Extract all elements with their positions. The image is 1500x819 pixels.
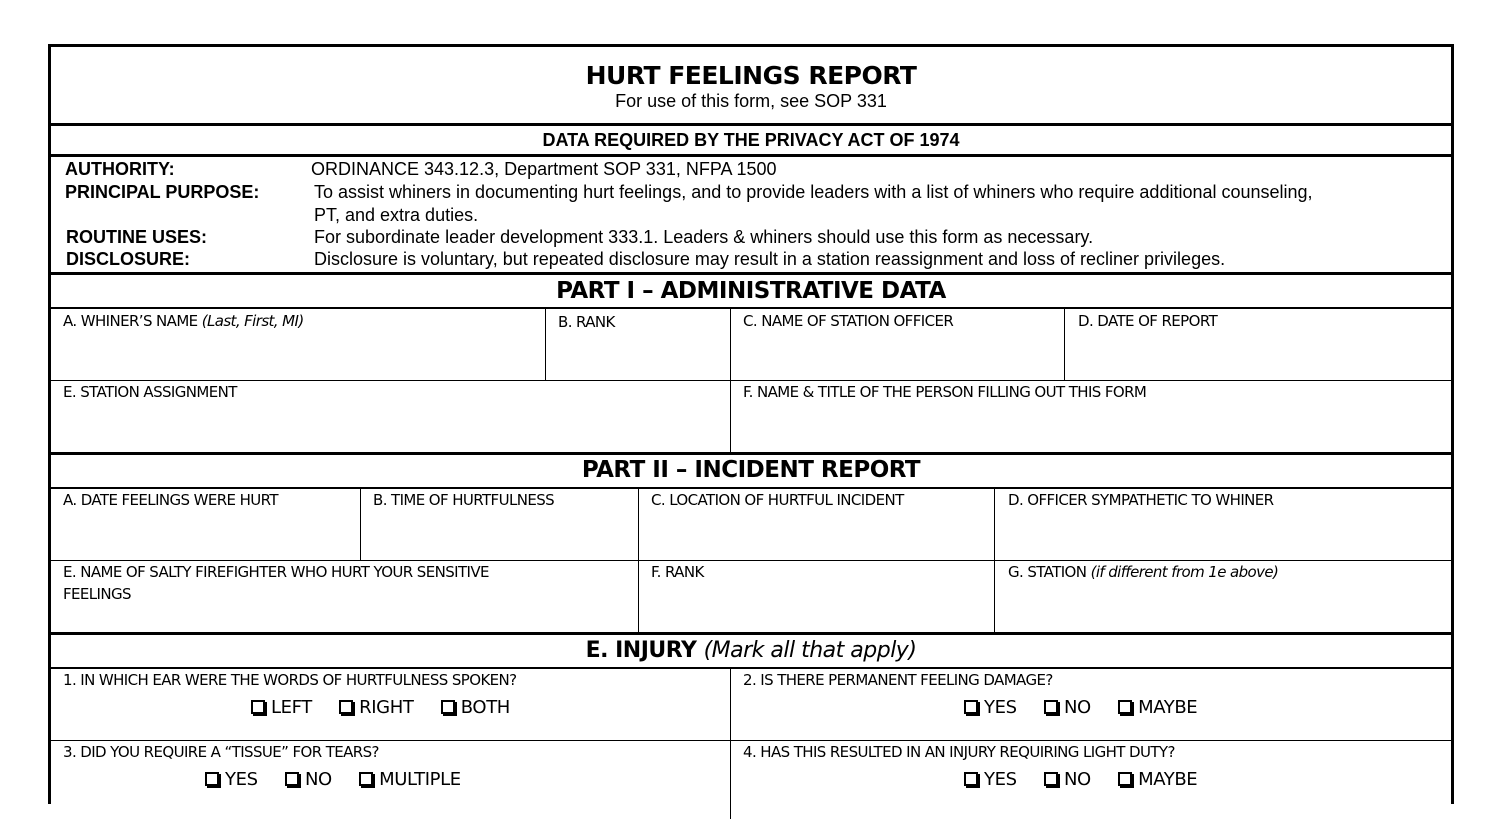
- purpose-label: PRINCIPAL PURPOSE:: [65, 182, 260, 202]
- option-yes[interactable]: [964, 769, 1017, 790]
- option-label: YES: [225, 769, 258, 790]
- divider: [51, 632, 1451, 635]
- question-3: 3. DID YOU REQUIRE A “TISSUE” FOR TEARS?: [63, 743, 379, 761]
- option-label: YES: [984, 697, 1017, 718]
- question-3-options: [205, 769, 483, 790]
- field-time-of-hurtfulness[interactable]: B. TIME OF HURTFULNESS: [373, 491, 555, 509]
- cell-divider: [545, 309, 546, 381]
- field-label: G. STATION: [1008, 563, 1091, 581]
- authority-text: ORDINANCE 343.12.3, Department SOP 331, NFPA 1500: [311, 159, 777, 179]
- purpose-text: To assist whiners in documenting hurt feelings, and to provide leaders with a list of whiners who require additional counseling,: [314, 182, 1313, 202]
- cell-divider: [1064, 309, 1065, 381]
- option-maybe[interactable]: [1118, 769, 1197, 790]
- field-salty-rank[interactable]: F. RANK: [651, 563, 704, 581]
- question-2: 2. IS THERE PERMANENT FEELING DAMAGE?: [743, 671, 1053, 689]
- checkbox[interactable]: [1044, 700, 1058, 714]
- option-label: BOTH: [460, 697, 510, 718]
- form-title: HURT FEELINGS REPORT: [585, 61, 917, 90]
- cell-divider: [638, 489, 639, 633]
- field-location[interactable]: C. LOCATION OF HURTFUL INCIDENT: [651, 491, 904, 509]
- checkbox[interactable]: [964, 772, 978, 786]
- divider: [51, 452, 1451, 455]
- heading-text: E. INJURY: [585, 638, 704, 663]
- checkbox[interactable]: [285, 772, 299, 786]
- question-4-options: [964, 769, 1219, 790]
- divider: [51, 487, 1451, 489]
- field-station-officer[interactable]: C. NAME OF STATION OFFICER: [743, 312, 954, 330]
- question-2-options: [964, 697, 1219, 718]
- option-label: NO: [1063, 769, 1091, 790]
- option-label: NO: [1063, 697, 1091, 718]
- hurt-feelings-form: [48, 44, 1454, 804]
- checkbox[interactable]: [205, 772, 219, 786]
- field-person-filling-form[interactable]: F. NAME & TITLE OF THE PERSON FILLING OUT THIS FORM: [743, 383, 1147, 401]
- field-rank[interactable]: B. RANK: [558, 313, 615, 331]
- option-no[interactable]: [285, 769, 332, 790]
- form-subtitle: For use of this form, see SOP 331: [615, 91, 887, 111]
- option-label: YES: [984, 769, 1017, 790]
- option-label: MAYBE: [1138, 697, 1198, 718]
- option-yes[interactable]: [964, 697, 1017, 718]
- checkbox[interactable]: [359, 772, 373, 786]
- authority-label: AUTHORITY:: [65, 159, 175, 179]
- routine-uses-label: ROUTINE USES:: [66, 227, 208, 247]
- field-station-assignment[interactable]: E. STATION ASSIGNMENT: [63, 383, 237, 401]
- checkbox[interactable]: [1044, 772, 1058, 786]
- option-label: MAYBE: [1138, 769, 1198, 790]
- option-no[interactable]: [1044, 769, 1091, 790]
- field-salty-firefighter[interactable]: [63, 563, 489, 603]
- cell-divider: [360, 489, 361, 561]
- checkbox[interactable]: [339, 700, 353, 714]
- option-label: RIGHT: [359, 697, 414, 718]
- divider: [51, 123, 1451, 126]
- cell-divider: [730, 309, 731, 453]
- part1-heading: PART I – ADMINISTRATIVE DATA: [556, 278, 946, 304]
- field-hint: (Last, First, MI): [201, 312, 304, 330]
- cell-divider: [994, 489, 995, 633]
- divider: [51, 272, 1451, 275]
- cell-divider: [730, 669, 731, 819]
- question-4: 4. HAS THIS RESULTED IN AN INJURY REQUIRING LIGHT DUTY?: [743, 743, 1175, 761]
- option-yes[interactable]: [205, 769, 258, 790]
- option-left[interactable]: [251, 697, 312, 718]
- disclosure-text: Disclosure is voluntary, but repeated disclosure may result in a station reassignment and loss of recliner privileges.: [314, 249, 1226, 269]
- option-label: LEFT: [271, 697, 312, 718]
- option-right[interactable]: [339, 697, 413, 718]
- field-label: A. WHINER’S NAME: [63, 312, 202, 330]
- option-label: NO: [304, 769, 332, 790]
- part2-heading: PART II – INCIDENT REPORT: [581, 457, 921, 483]
- field-date-of-report[interactable]: D. DATE OF REPORT: [1078, 312, 1218, 330]
- field-label-cont: FEELINGS: [63, 585, 131, 603]
- routine-uses-text: For subordinate leader development 333.1. Leaders & whiners should use this form as necessary.: [314, 227, 1094, 247]
- question-1: 1. IN WHICH EAR WERE THE WORDS OF HURTFULNESS SPOKEN?: [63, 671, 517, 689]
- checkbox[interactable]: [251, 700, 265, 714]
- field-hint: (if different from 1e above): [1090, 563, 1279, 581]
- divider: [51, 307, 1451, 309]
- heading-hint: (Mark all that apply): [703, 638, 917, 663]
- divider: [51, 560, 1451, 561]
- divider: [51, 154, 1451, 157]
- field-whiner-name[interactable]: [63, 312, 304, 330]
- option-multiple[interactable]: [359, 769, 461, 790]
- purpose-text-cont: PT, and extra duties.: [314, 205, 479, 225]
- checkbox[interactable]: [1118, 772, 1132, 786]
- option-label: MULTIPLE: [379, 769, 461, 790]
- field-date-hurt[interactable]: A. DATE FEELINGS WERE HURT: [63, 491, 278, 509]
- field-label: E. NAME OF SALTY FIREFIGHTER WHO HURT YOUR SENSITIVE: [63, 563, 489, 581]
- field-sympathetic-officer[interactable]: D. OFFICER SYMPATHETIC TO WHINER: [1008, 491, 1274, 509]
- option-no[interactable]: [1044, 697, 1091, 718]
- divider: [51, 667, 1451, 669]
- question-1-options: [251, 697, 532, 718]
- checkbox[interactable]: [964, 700, 978, 714]
- divider: [51, 740, 1451, 741]
- checkbox[interactable]: [441, 700, 455, 714]
- field-station[interactable]: [1008, 563, 1278, 581]
- option-both[interactable]: [441, 697, 510, 718]
- divider: [51, 380, 1451, 381]
- privacy-heading: DATA REQUIRED BY THE PRIVACY ACT OF 1974: [542, 130, 960, 150]
- disclosure-label: DISCLOSURE:: [66, 249, 191, 269]
- checkbox[interactable]: [1118, 700, 1132, 714]
- option-maybe[interactable]: [1118, 697, 1197, 718]
- injury-heading: [51, 638, 1451, 663]
